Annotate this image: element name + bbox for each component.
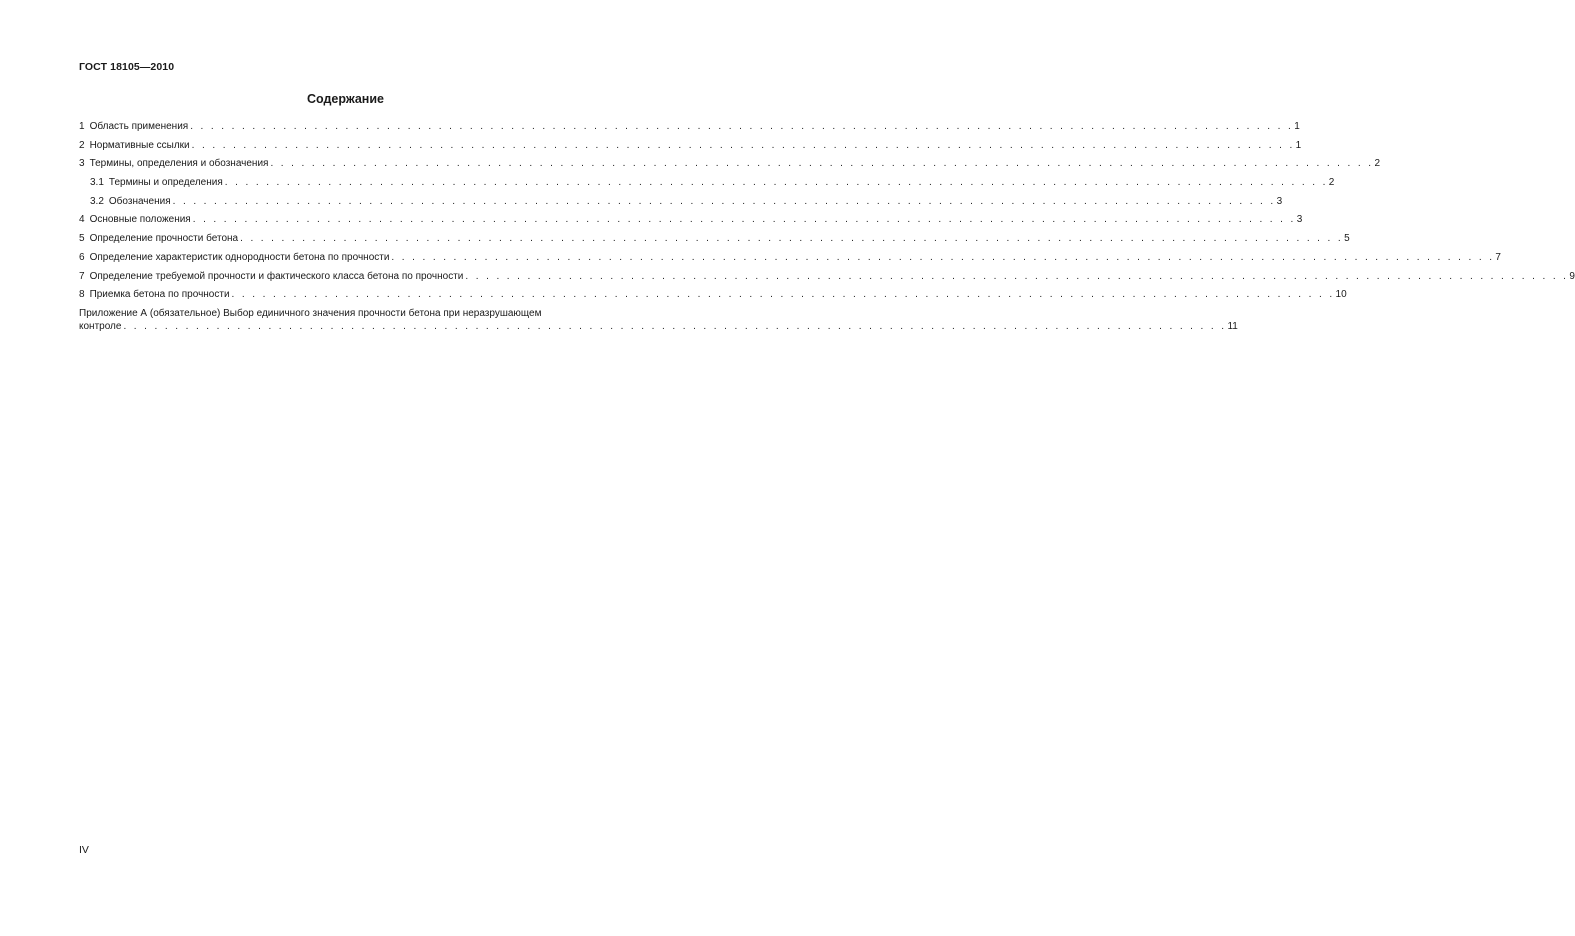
toc-entry-number: 4 [79,214,85,226]
toc-leader-dots: . . . . . . . . . . . . . . . . . . . . . . . . . . . . . . . . . . . . . . . . . . . . . . . . . . . . . . . . . . . . . . . . . . . . . . . . . . . . . . . . . . . . . . . . . . . . . . . . . . . . . . . . . . . [240,233,1344,245]
toc-entry-number: 7 [79,270,85,282]
toc-entry-3[interactable] [79,158,1380,177]
toc-appendix-continuation [79,320,1238,334]
toc-entry-label: Приемка бетона по прочности [89,289,230,301]
toc-leader-dots: . . . . . . . . . . . . . . . . . . . . . . . . . . . . . . . . . . . . . . . . . . . . . . . . . . . . . . . . . . . . . . . . . . . . . . . . . . . . . . . . . . . . . . . . . . . . . . . . . . . . . . . . . . . [465,270,1569,282]
toc-leader-dots: . . . . . . . . . . . . . . . . . . . . . . . . . . . . . . . . . . . . . . . . . . . . . . . . . . . . . . . . . . . . . . . . . . . . . . . . . . . . . . . . . . . . . . . . . . . . . . . . . . . . . . . . . . . [391,251,1495,263]
toc-entry-page: 3 [1296,214,1303,226]
toc-entry-3-2[interactable] [79,195,1283,215]
toc-leader-dots: . . . . . . . . . . . . . . . . . . . . . . . . . . . . . . . . . . . . . . . . . . . . . . . . . . . . . . . . . . . . . . . . . . . . . . . . . . . . . . . . . . . . . . . . . . . . . . . . . . . . . . . . . . . [270,158,1374,170]
toc-entry-page: 10 [1335,289,1347,301]
toc-entry-label: Нормативные ссылки [89,139,190,151]
toc-entry-label: Определение прочности бетона [89,233,239,245]
toc-entry-4[interactable] [79,214,1303,233]
toc-entry-label: Определение характеристик однородности бетона по прочности [89,251,390,263]
toc-entry-number: 8 [79,289,85,301]
toc-entry-label: Основные положения [89,214,191,226]
toc-entry-number: 3.1 [90,177,104,189]
toc-entry-label: Термины, определения и обозначения [89,158,269,170]
toc-title: Содержание [306,92,384,106]
toc-entry-label: Область применения [89,121,189,132]
toc-entry-number: 3 [79,158,85,170]
toc-entry-label: Обозначения [108,195,171,207]
toc-entry-5[interactable] [79,233,1350,252]
toc-entry-page: 9 [1569,270,1575,282]
toc-entry-6[interactable] [79,251,1501,271]
toc-entry-number: 6 [79,251,85,263]
toc-appendix-title: Приложение А (обязательное) Выбор единичного значения прочности бетона при неразрушающем [79,307,542,319]
toc-entry-page: 3 [1276,195,1283,207]
toc-entry-1[interactable] [79,121,1300,140]
toc-entry-8[interactable] [79,289,1347,308]
toc-entry-2[interactable] [79,139,1302,159]
toc-leader-dots: . . . . . . . . . . . . . . . . . . . . . . . . . . . . . . . . . . . . . . . . . . . . . . . . . . . . . . . . . . . . . . . . . . . . . . . . . . . . . . . . . . . . . . . . . . . . . . . . . . . . . . . . . . . [192,214,1296,226]
toc-leader-dots: . . . . . . . . . . . . . . . . . . . . . . . . . . . . . . . . . . . . . . . . . . . . . . . . . . . . . . . . . . . . . . . . . . . . . . . . . . . . . . . . . . . . . . . . . . . . . . . . . . . . . . . . . . . [191,139,1295,151]
toc-leader-dots: . . . . . . . . . . . . . . . . . . . . . . . . . . . . . . . . . . . . . . . . . . . . . . . . . . . . . . . . . . . . . . . . . . . . . . . . . . . . . . . . . . . . . . . . . . . . . . . . . . . . . . . . . . . [172,195,1276,207]
toc-entry-page: 2 [1374,158,1380,170]
toc-leader-dots: . . . . . . . . . . . . . . . . . . . . . . . . . . . . . . . . . . . . . . . . . . . . . . . . . . . . . . . . . . . . . . . . . . . . . . . . . . . . . . . . . . . . . . . . . . . . . . . . . . . . . . . . . . . [231,289,1335,301]
toc-entry-label: Термины и определения [108,177,223,189]
toc-entry-page: 5 [1344,233,1350,245]
toc-entry-number: 3.2 [90,195,104,207]
toc-leader-dots: . . . . . . . . . . . . . . . . . . . . . . . . . . . . . . . . . . . . . . . . . . . . . . . . . . . . . . . . . . . . . . . . . . . . . . . . . . . . . . . . . . . . . . . . . . . . . . . . . . . . . . . . . . . [224,177,1328,189]
toc-entry-7[interactable] [79,270,1575,290]
toc-entry-number: 5 [79,233,85,245]
standard-header: ГОСТ 18105—2010 [79,61,175,73]
toc-entry-appendix-a[interactable] [79,307,1238,334]
toc-entry-page: 1 [1295,139,1302,151]
toc-entry-page: 7 [1495,251,1501,263]
toc-entry-label: Определение требуемой прочности и фактического класса бетона по прочности [89,270,464,282]
table-of-contents [79,121,1575,334]
toc-entry-number: 2 [79,139,85,151]
toc-appendix-label-end: контроле [79,320,122,332]
toc-leader-dots: . . . . . . . . . . . . . . . . . . . . . . . . . . . . . . . . . . . . . . . . . . . . . . . . . . . . . . . . . . . . . . . . . . . . . . . . . . . . . . . . . . . . . . . . . . . . . . . . . . . . . . . . . . . [123,320,1227,332]
toc-entry-3-1[interactable] [79,177,1335,196]
toc-entry-page: 2 [1328,177,1335,189]
toc-leader-dots: . . . . . . . . . . . . . . . . . . . . . . . . . . . . . . . . . . . . . . . . . . . . . . . . . . . . . . . . . . . . . . . . . . . . . . . . . . . . . . . . . . . . . . . . . . . . . . . . . . . . . . . . . . . [190,121,1294,132]
page-number: IV [79,844,89,856]
toc-entry-page: 1 [1294,121,1300,132]
toc-entry-number: 1 [79,121,85,132]
toc-entry-page: 11 [1227,320,1238,332]
